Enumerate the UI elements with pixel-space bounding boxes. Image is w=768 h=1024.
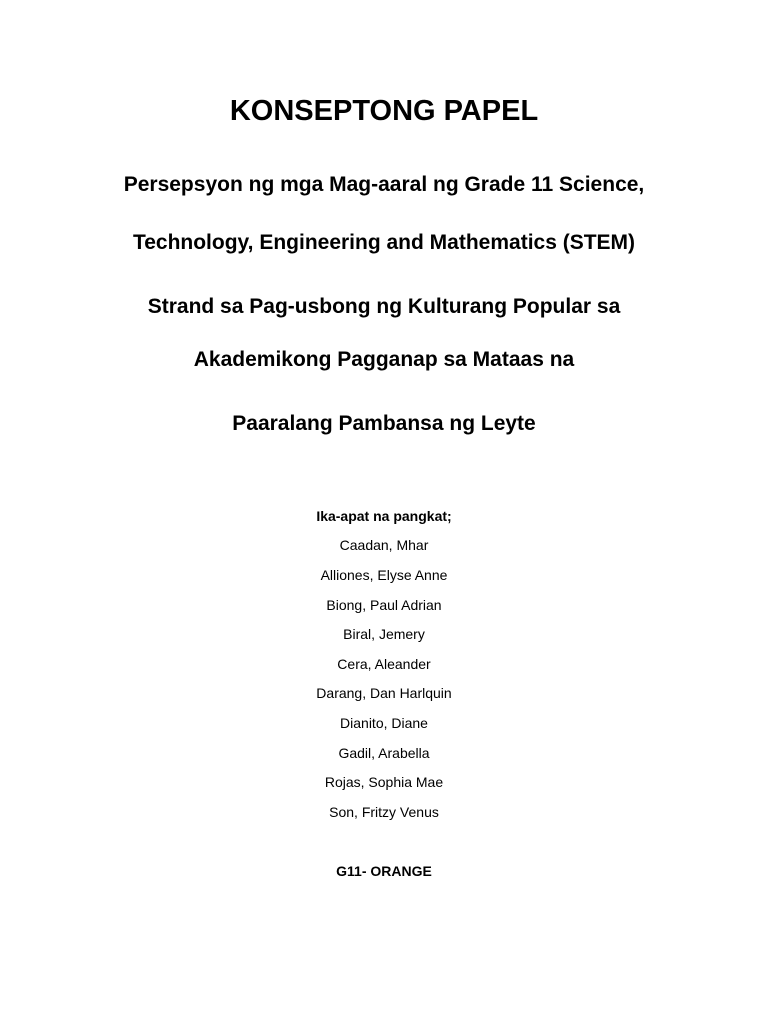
section-label: G11- ORANGE — [336, 863, 432, 879]
member-name: Darang, Dan Harlquin — [316, 685, 452, 701]
document-title: KONSEPTONG PAPEL — [229, 95, 539, 127]
subtitle-line-3: Strand sa Pag-usbong ng Kulturang Popular sa — [147, 295, 621, 318]
member-name: Son, Fritzy Venus — [329, 804, 439, 820]
member-name: Alliones, Elyse Anne — [320, 567, 448, 583]
member-name: Biong, Paul Adrian — [326, 597, 442, 613]
member-name: Biral, Jemery — [343, 626, 425, 642]
member-name: Gadil, Arabella — [338, 745, 430, 761]
subtitle-line-2: Technology, Engineering and Mathematics (STEM) — [132, 231, 636, 254]
subtitle-line-5: Paaralang Pambansa ng Leyte — [232, 412, 536, 435]
subtitle-line-1: Persepsyon ng mga Mag-aaral ng Grade 11 Science, — [123, 173, 645, 196]
member-name: Cera, Aleander — [337, 656, 431, 672]
member-name: Dianito, Diane — [340, 715, 428, 731]
member-name: Rojas, Sophia Mae — [324, 774, 444, 790]
member-name: Caadan, Mhar — [339, 537, 429, 553]
subtitle-line-4: Akademikong Pagganap sa Mataas na — [193, 348, 575, 371]
group-label: Ika-apat na pangkat; — [316, 508, 452, 524]
